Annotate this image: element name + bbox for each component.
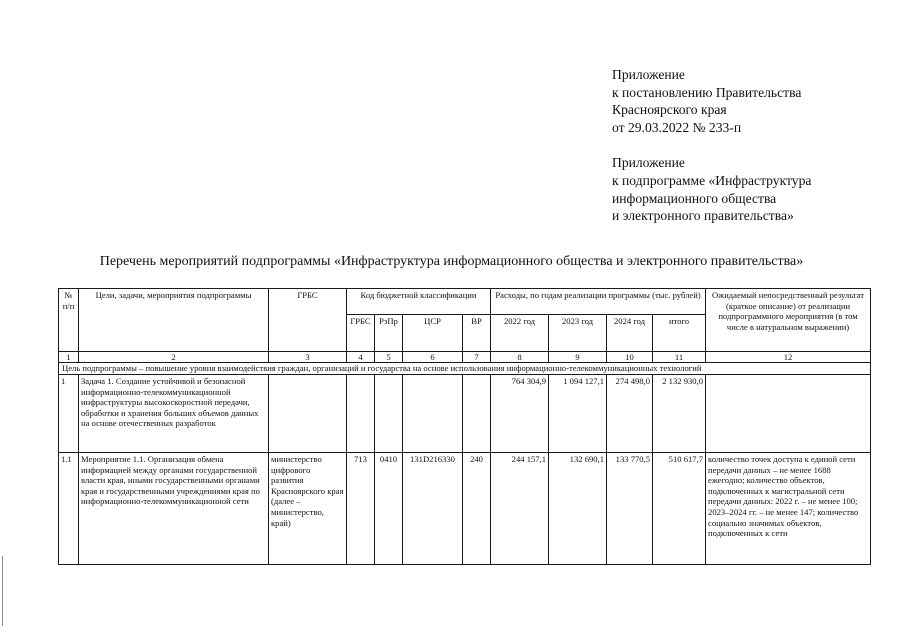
row-name: Задача 1. Создание устойчивой и безопасной информационно-телекоммуникационной инфраструктуры высокоскоростной передачи, обработки и хранения больших объемов данных на основе отечественных разработок [79, 375, 269, 453]
header-grbs: ГРБС [269, 289, 347, 352]
row-result: количество точек доступа к единой сети передачи данных – не менее 1688 ежегодно; количество объектов, подключенных к магистральной сети передачи данных: 2022 г. – не менее 100; 2023–2024 гг. – не менее 147; количество социально значимых объектов, подключенных к сети [706, 453, 871, 565]
appendix-line: Красноярского края [612, 102, 727, 118]
row-grbs-code [347, 375, 375, 453]
appendix-line: к подпрограмме «Инфраструктура [612, 172, 812, 188]
row-grbs [269, 375, 347, 453]
column-number: 5 [375, 352, 403, 363]
row-vr: 240 [463, 453, 491, 565]
table-row [59, 453, 871, 565]
column-number: 6 [403, 352, 463, 363]
column-number: 8 [491, 352, 549, 363]
appendix-line: информационного общества [612, 190, 777, 206]
goal-row [59, 363, 871, 375]
subheader-2022: 2022 год [491, 315, 549, 352]
row-grbs-code: 713 [347, 453, 375, 565]
row-2024: 133 770,5 [607, 453, 653, 565]
appendix-line: и электронного правительства» [612, 208, 794, 224]
subprogram-goal: Цель подпрограммы – повышение уровня взаимодействия граждан, организаций и государства на основе использования информационно-телекоммуникационных технологий [59, 363, 871, 375]
subheader-vr: ВР [463, 315, 491, 352]
row-rzpr [375, 375, 403, 453]
scan-edge-line [2, 556, 3, 626]
row-2024: 274 498,0 [607, 375, 653, 453]
measures-table [58, 288, 871, 565]
column-number: 4 [347, 352, 375, 363]
column-number: 3 [269, 352, 347, 363]
row-total: 510 617,7 [653, 453, 706, 565]
appendix-to-resolution [612, 66, 897, 136]
header-num: № п/п [59, 289, 79, 352]
row-name: Мероприятие 1.1. Организация обмена информацией между органами государственной власти края, иными государственными органами края и государственными учреждениями края по информационно-телекоммуникационной сети [79, 453, 269, 565]
appendix-to-subprogram [612, 154, 897, 224]
column-number: 10 [607, 352, 653, 363]
table-header-row [59, 289, 871, 315]
appendix-line: Приложение [612, 155, 685, 171]
subheader-2024: 2024 год [607, 315, 653, 352]
column-number: 9 [549, 352, 607, 363]
column-number: 12 [706, 352, 871, 363]
column-number: 7 [463, 352, 491, 363]
appendix-line: к постановлению Правительства [612, 84, 802, 100]
header-budget-code: Код бюджетной классификации [347, 289, 491, 315]
column-number: 11 [653, 352, 706, 363]
header-result: Ожидаемый непосредственный результат (краткое описание) от реализации подпрограммного мероприятия (в том числе в натуральном выражении) [706, 289, 871, 352]
table-row [59, 375, 871, 453]
header-goals: Цели, задачи, мероприятия подпрограммы [79, 289, 269, 352]
row-vr [463, 375, 491, 453]
subheader-total: итого [653, 315, 706, 352]
row-rzpr: 0410 [375, 453, 403, 565]
appendix-line: от 29.03.2022 № 233-п [612, 119, 742, 135]
header-expenses: Расходы, по годам реализации программы (тыс. рублей) [491, 289, 706, 315]
row-2022: 244 157,1 [491, 453, 549, 565]
column-numbers-row [59, 352, 871, 363]
column-number: 2 [79, 352, 269, 363]
document-title: Перечень мероприятий подпрограммы «Инфраструктура информационного общества и электронного правительства» [99, 254, 804, 269]
row-result [706, 375, 871, 453]
row-num: 1.1 [59, 453, 79, 565]
header-appendix [612, 66, 897, 225]
row-grbs: министерство цифрового развития Красноярского края (далее – министерство, край) [269, 453, 347, 565]
row-2023: 1 094 127,1 [549, 375, 607, 453]
row-2023: 132 690,1 [549, 453, 607, 565]
column-number: 1 [59, 352, 79, 363]
subheader-csr: ЦСР [403, 315, 463, 352]
row-2022: 764 304,9 [491, 375, 549, 453]
row-num: 1 [59, 375, 79, 453]
subheader-2023: 2023 год [549, 315, 607, 352]
subheader-rzpr: РзПр [375, 315, 403, 352]
subheader-grbs: ГРБС [347, 315, 375, 352]
row-csr: 131D216330 [403, 453, 463, 565]
appendix-line: Приложение [612, 67, 685, 82]
row-csr [403, 375, 463, 453]
row-total: 2 132 930,0 [653, 375, 706, 453]
